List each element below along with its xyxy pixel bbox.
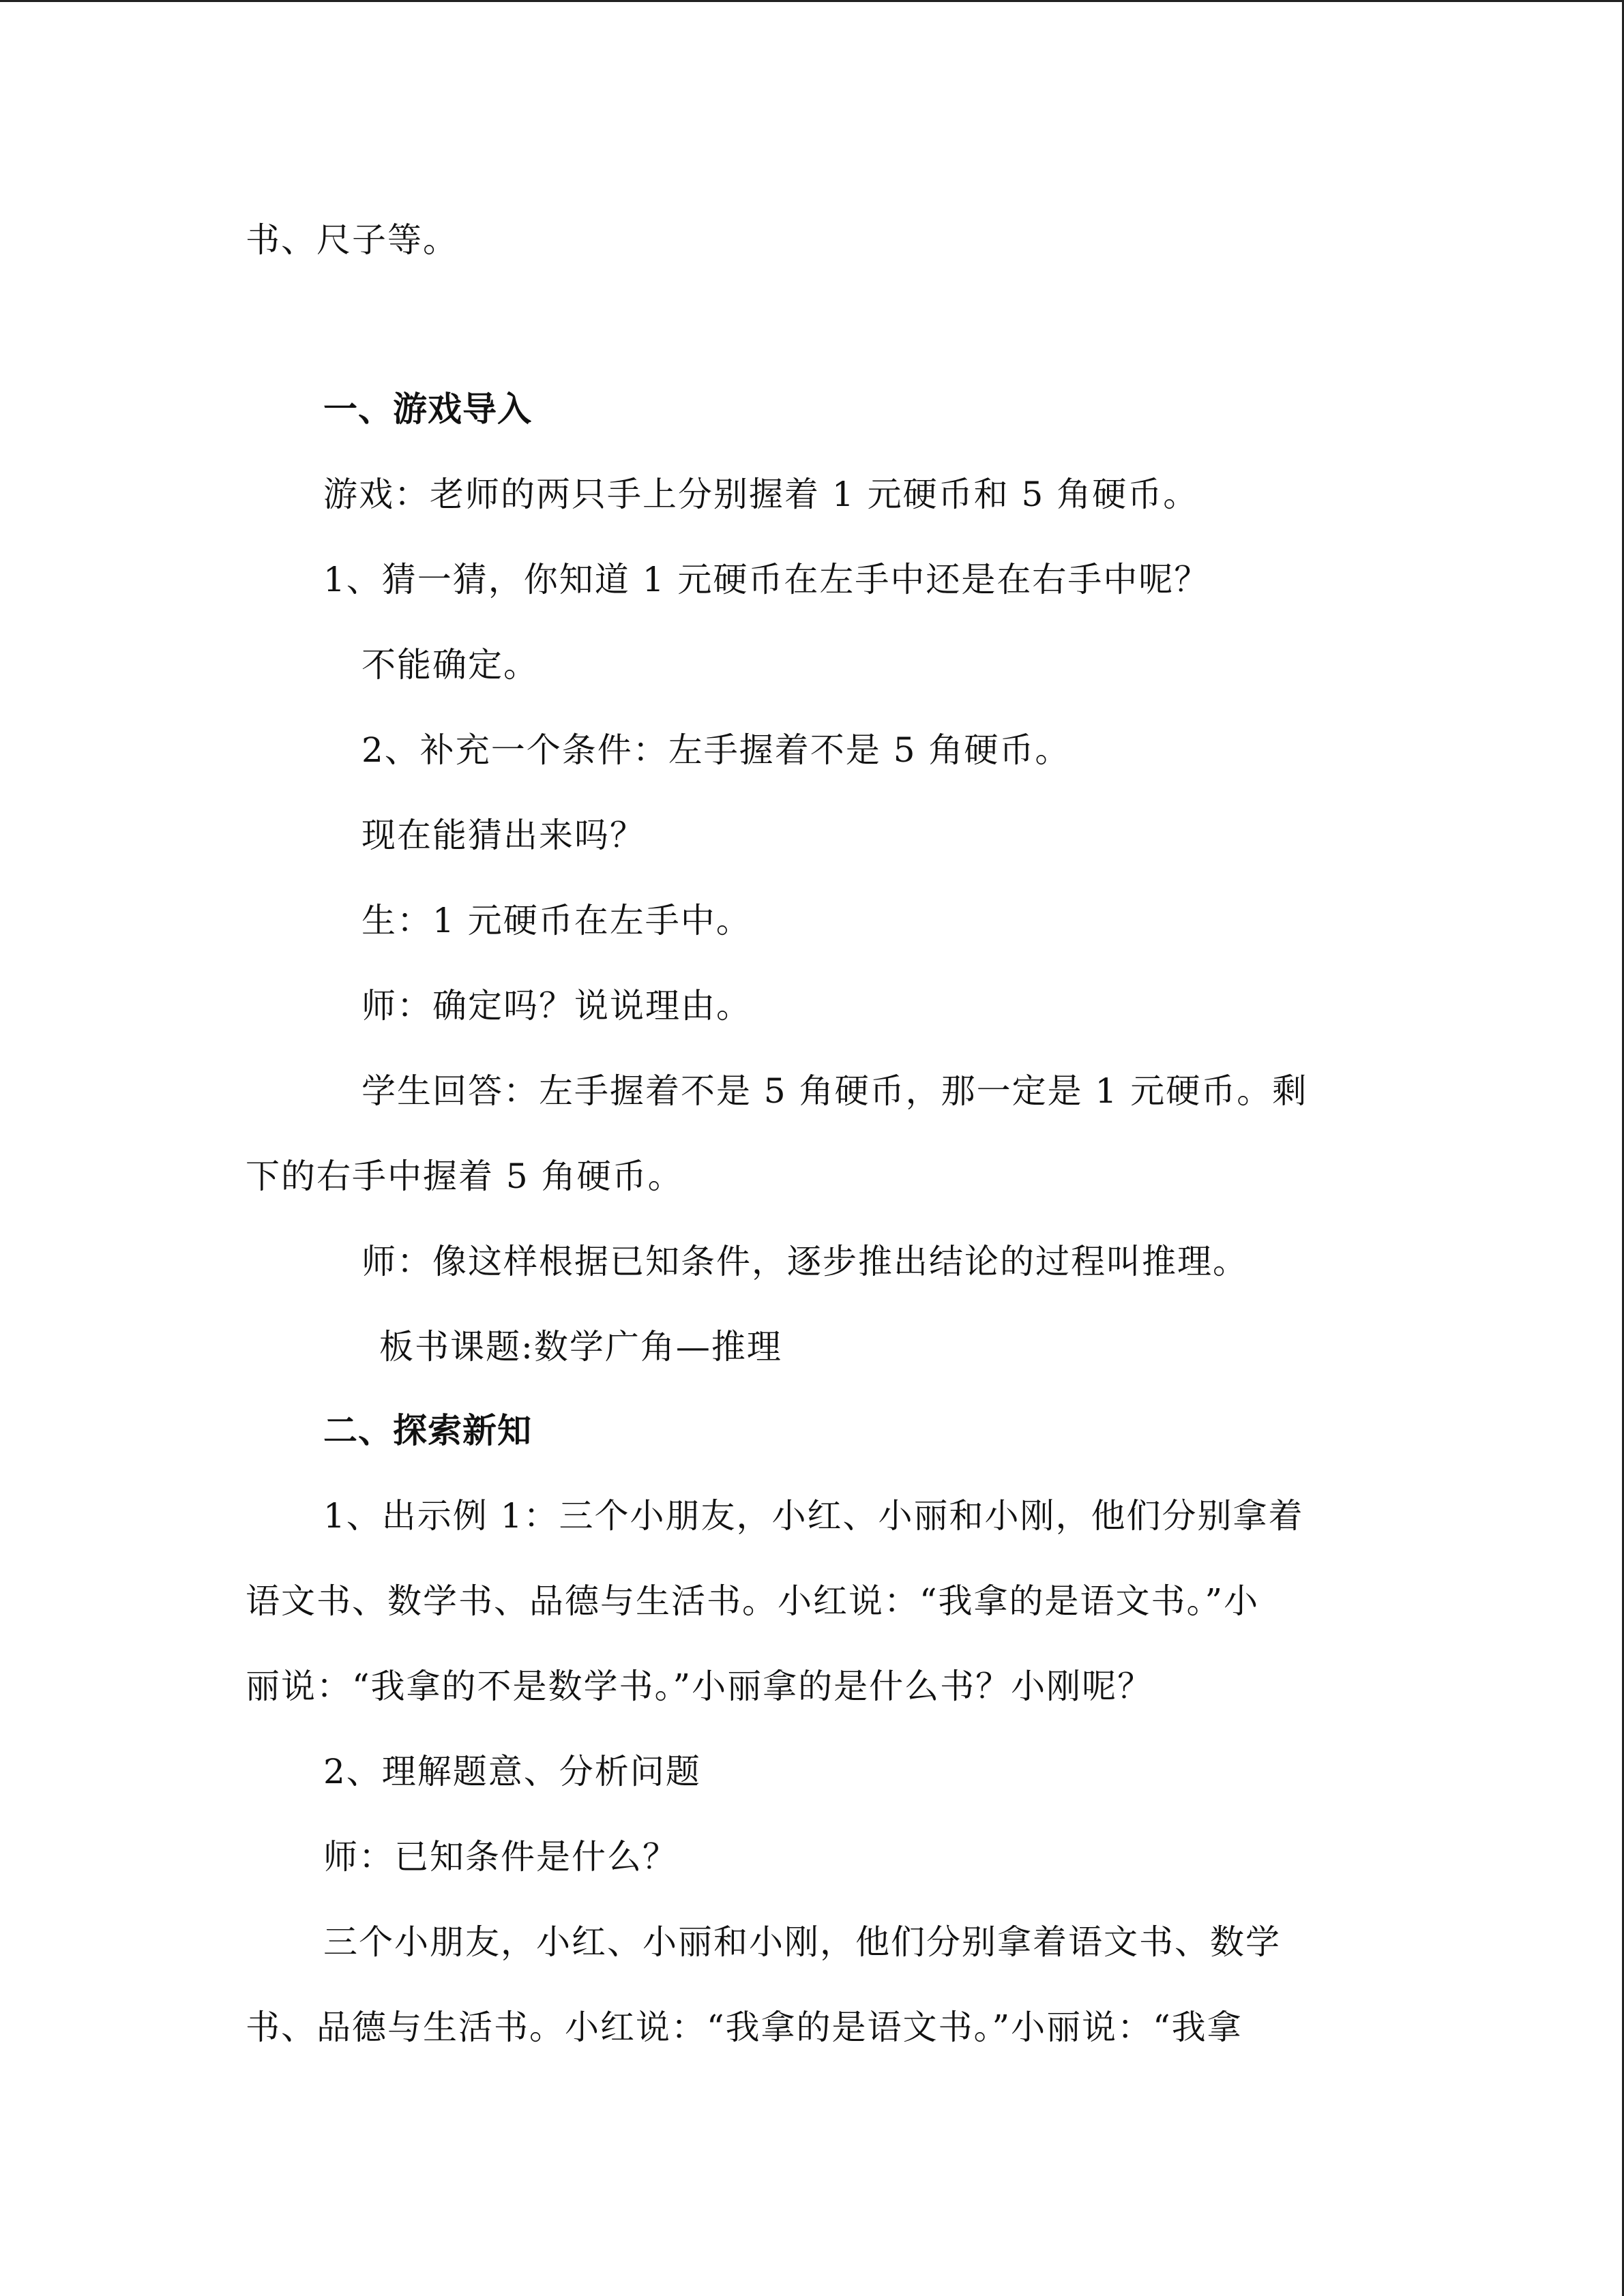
text-line: 现在能猜出来吗？ xyxy=(361,816,645,855)
text-line: 2、理解题意、分析问题 xyxy=(323,1752,701,1791)
text-line: 2、补充一个条件：左手握着不是 5 角硬币。 xyxy=(361,730,1071,770)
text-line: 丽说：“我拿的不是数学书。”小丽拿的是什么书？小刚呢？ xyxy=(246,1667,1153,1706)
text-line: 不能确定。 xyxy=(361,645,539,685)
text-line: 1、猜一猜，你知道 1 元硬币在左手中还是在右手中呢？ xyxy=(323,560,1210,599)
text-line: 1、出示例 1：三个小朋友，小红、小丽和小刚，他们分别拿着 xyxy=(323,1496,1304,1536)
board-title: 板书课题:数学广角—推理 xyxy=(379,1327,782,1367)
text-line: 师：确定吗？说说理由。 xyxy=(361,986,752,1026)
text-line: 三个小朋友，小红、小丽和小刚，他们分别拿着语文书、数学 xyxy=(323,1922,1281,1962)
top-border xyxy=(0,0,1624,2)
text-line: 语文书、数学书、品德与生活书。小红说：“我拿的是语文书。”小 xyxy=(246,1581,1260,1621)
text-line: 学生回答：左手握着不是 5 角硬币，那一定是 1 元硬币。剩 xyxy=(361,1071,1308,1111)
text-line: 师：已知条件是什么？ xyxy=(323,1837,678,1877)
text-line: 下的右手中握着 5 角硬币。 xyxy=(246,1157,683,1196)
text-line: 书、尺子等。 xyxy=(246,220,458,260)
section-heading-game-intro: 一、游戏导入 xyxy=(323,389,532,429)
section-heading-explore: 二、探索新知 xyxy=(323,1411,532,1450)
text-line: 师：像这样根据已知条件，逐步推出结论的过程叫推理。 xyxy=(361,1242,1248,1281)
text-line: 书、品德与生活书。小红说：“我拿的是语文书。”小丽说：“我拿 xyxy=(246,2008,1243,2047)
text-line: 游戏：老师的两只手上分别握着 1 元硬币和 5 角硬币。 xyxy=(323,475,1199,514)
text-line: 生：1 元硬币在左手中。 xyxy=(361,901,752,940)
